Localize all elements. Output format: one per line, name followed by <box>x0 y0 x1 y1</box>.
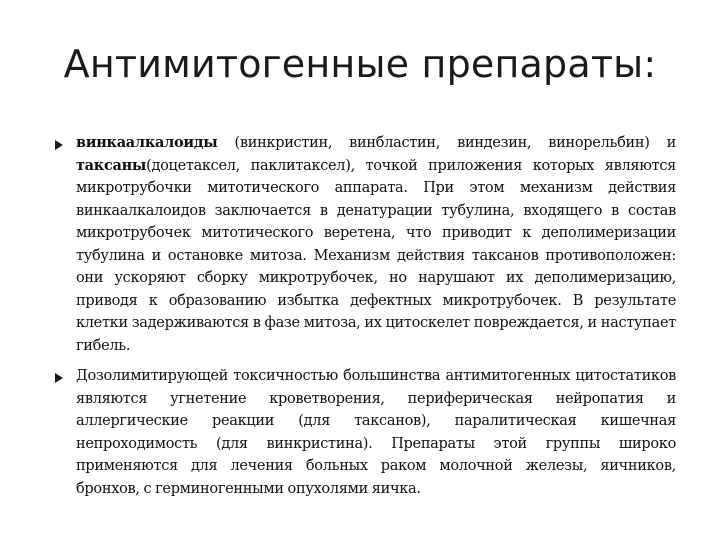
bullet-text-2: Дозолимитирующей токсичностью большинства антимитогенных цитостатиков являются угнетение кроветворения, периферическая нейропатия и аллергические реакции (для таксанов), паралитическая кишечная непроходимость (для винкристина). Препараты этой группы широко применяются для лечения больных раком молочной железы, яичников, бронхов, с герминогенными опухолями яичка. <box>76 368 676 497</box>
bullet-text-1 <box>76 132 676 357</box>
list-item <box>52 365 676 500</box>
term-taxanes: таксаны <box>76 156 147 174</box>
list-item <box>52 132 676 357</box>
triangle-bullet-icon <box>55 140 63 150</box>
bullet-list <box>52 132 676 508</box>
term-vinca-alkaloids: винкаалкалоиды <box>76 134 218 151</box>
slide-title: Антимитогенные препараты: <box>63 42 657 86</box>
triangle-bullet-icon <box>55 373 63 383</box>
text-segment: (винкристин, винбластин, виндезин, винорельбин) и <box>217 135 676 151</box>
text-segment: (доцетаксел, паклитаксел), точкой приложения которых являются микротрубочки митотического аппарата. При этом механизм действия винкаалкалоидов заключается в денатурации тубулина, входящего в состав микротрубочек митотического веретена, что приводит к деполимеризации тубулина и остановке митоза. Механизм действия таксанов противоположен: они ускоряют сборку микротрубочек, но нарушают их деполимеризацию, приводя к образованию избытка дефектных микротрубочек. В результате клетки задерживаются в фазе митоза, их цитоскелет повреждается, и наступает гибель. <box>76 157 676 354</box>
